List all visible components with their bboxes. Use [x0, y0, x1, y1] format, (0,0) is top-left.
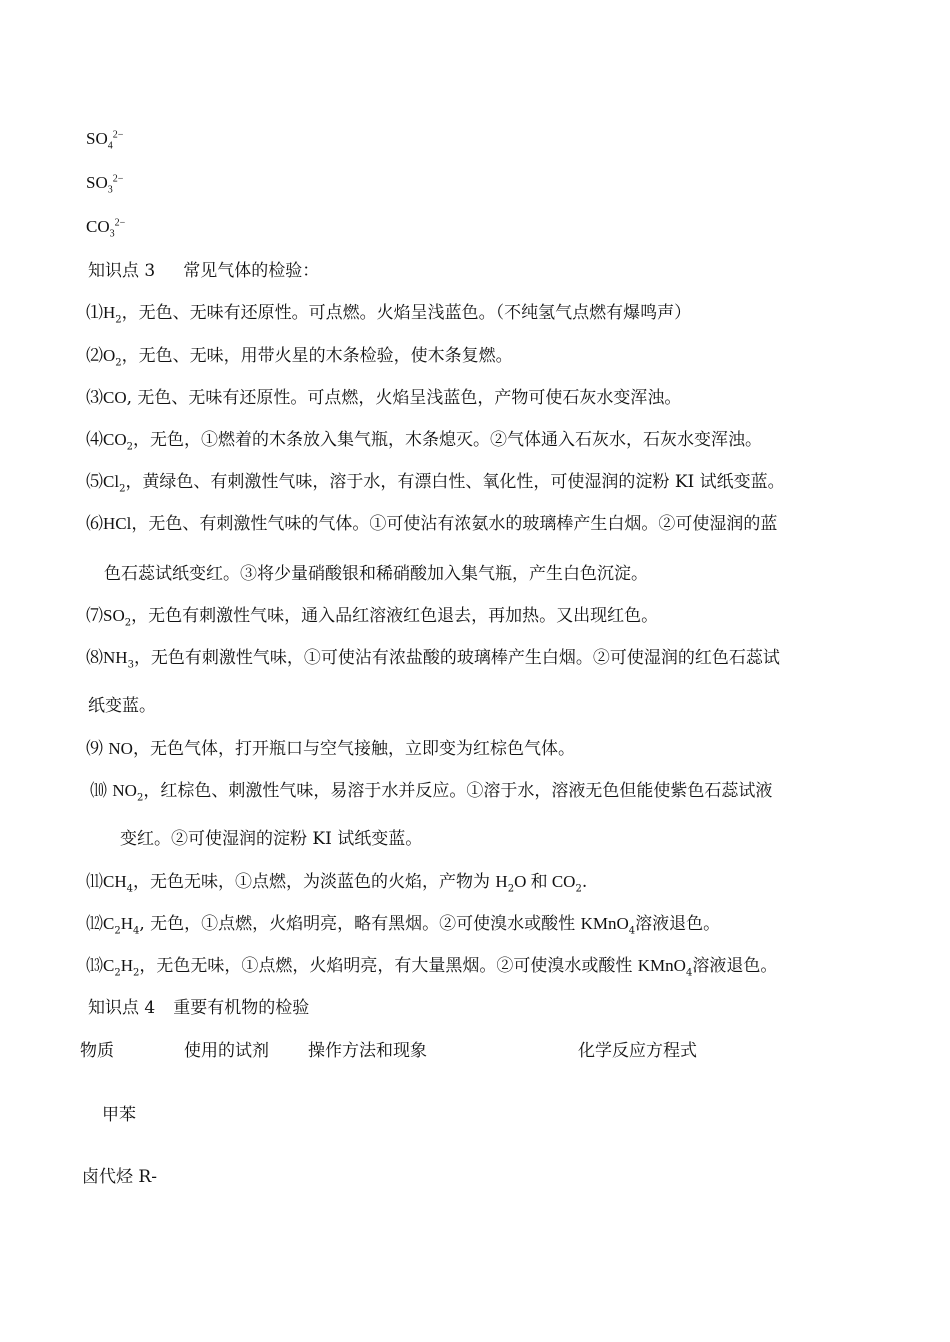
- gas-cl2: $⑸Cl_2$，黄绿色、有刺激性气味，溶于水，有漂白性、氧化性，可使湿润的淀粉 KI 试纸变蓝。: [86, 472, 785, 495]
- table-header-reagent: 使用的试剂: [184, 1041, 269, 1061]
- table-row-toluene: 甲苯: [102, 1105, 136, 1125]
- gas-co2: $⑷CO_2$，无色，①燃着的木条放入集气瓶，木条熄灭。②气体通入石灰水，石灰水变浑浊。: [86, 430, 762, 453]
- ion-sulfate: $SO_4^{2-}$: [86, 129, 124, 152]
- ion-carbonate: $CO_3^{2-}$: [86, 217, 126, 240]
- gas-c2h2: $⒀C_2H_2$，无色无味，①点燃，火焰明亮，有大量黑烟。②可使溴水或酸性 KMnO$_4$溶液退色。: [86, 956, 778, 979]
- gas-hcl: ⑹HCl，无色、有刺激性气味的气体。①可使沾有浓氨水的玻璃棒产生白烟。②可使湿润的蓝: [86, 514, 778, 534]
- gas-nh3-continued: 纸变蓝。: [88, 696, 156, 716]
- table-header-substance: 物质: [80, 1041, 114, 1061]
- gas-so2: $⑺SO_2$，无色有刺激性气味，通入品红溶液红色退去，再加热。又出现红色。: [86, 606, 659, 629]
- table-header-method: 操作方法和现象: [308, 1041, 427, 1061]
- table-row-haloalkane: 卤代烃 R-: [82, 1167, 157, 1187]
- gas-no2-continued: 变红。②可使湿润的淀粉 KI 试纸变蓝。: [120, 829, 423, 849]
- gas-c2h4: $⑿C_2H_4$, 无色，①点燃，火焰明亮，略有黑烟。②可使溴水或酸性 KMnO$_4$溶液退色。: [86, 914, 721, 937]
- gas-no: ⑼ NO，无色气体，打开瓶口与空气接触，立即变为红棕色气体。: [86, 739, 575, 759]
- gas-o2: $⑵O_2$，无色、无味，用带火星的木条检验，使木条复燃。: [86, 346, 513, 369]
- gas-hcl-continued: 色石蕊试纸变红。③将少量硝酸银和稀硝酸加入集气瓶，产生白色沉淀。: [104, 564, 648, 584]
- section-3-heading: 知识点 3 常见气体的检验：: [88, 261, 320, 281]
- section-4-heading: 知识点 4 重要有机物的检验: [88, 998, 310, 1018]
- table-header-equation: 化学反应方程式: [578, 1041, 697, 1061]
- gas-h2: $⑴H_2$，无色、无味有还原性。可点燃。火焰呈浅蓝色。（不纯氢气点燃有爆鸣声）: [86, 303, 692, 326]
- gas-co: ⑶CO, 无色、无味有还原性。可点燃，火焰呈浅蓝色，产物可使石灰水变浑浊。: [86, 388, 682, 408]
- ion-sulfite: $SO_3^{2-}$: [86, 173, 124, 196]
- gas-ch4: $⑾CH_4$，无色无味，①点燃，为淡蓝色的火焰，产物为 $H_2O$ 和 $CO_2$.: [86, 872, 588, 895]
- gas-no2: ⑽ $NO_2$，红棕色、刺激性气味，易溶于水并反应。①溶于水，溶液无色但能使紫色石蕊试液: [90, 781, 773, 804]
- gas-nh3: $⑻NH_3$，无色有刺激性气味，①可使沾有浓盐酸的玻璃棒产生白烟。②可使湿润的红色石蕊试: [86, 648, 780, 671]
